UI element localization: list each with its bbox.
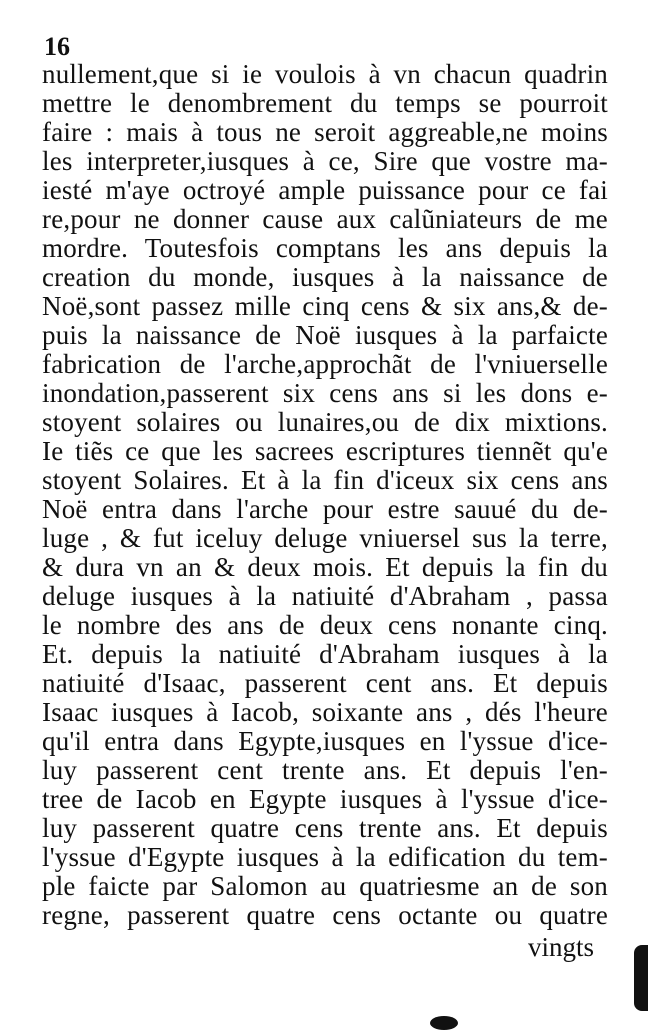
text-line: Et. depuis la natiuité d'Abraham iusques à la: [42, 640, 608, 669]
catchword: vingts: [527, 932, 594, 962]
text-line: nullement,que si ie voulois à vn chacun quadrin: [42, 60, 608, 89]
text-line: luy passerent quatre cens trente ans. Et depuis: [42, 814, 608, 843]
text-line: tree de Iacob en Egypte iusques à l'yssue d'ice-: [42, 785, 608, 814]
text-line: luge , & fut iceluy deluge vniuersel sus la terre,: [42, 524, 608, 553]
text-line: puis la naissance de Noë iusques à la parfaicte: [42, 321, 608, 350]
text-line: le nombre des ans de deux cens nonante cinq.: [42, 611, 608, 640]
text-line: regne, passerent quatre cens octante ou quatre: [42, 901, 608, 930]
text-line: creation du monde, iusques à la naissance de: [42, 263, 608, 292]
text-line: re,pour ne donner cause aux calũniateurs de me: [42, 205, 608, 234]
text-line: Isaac iusques à Iacob, soixante ans , dés l'heure: [42, 698, 608, 727]
text-line: mordre. Toutesfois comptans les ans depuis la: [42, 234, 608, 263]
body-text: [42, 60, 608, 930]
page-number: 16: [44, 32, 70, 61]
text-line: iesté m'aye octroyé ample puissance pour ce fai: [42, 176, 608, 205]
text-line: natiuité d'Isaac, passerent cent ans. Et depuis: [42, 669, 608, 698]
text-line: mettre le denombrement du temps se pourroit: [42, 89, 608, 118]
page-edge-shadow: [634, 945, 648, 1011]
text-line: Noë,sont passez mille cinq cens & six ans,& de-: [42, 292, 608, 321]
text-line: l'yssue d'Egypte iusques à la edification du tem-: [42, 843, 608, 872]
text-line: ple faicte par Salomon au quatriesme an de son: [42, 872, 608, 901]
text-line: & dura vn an & deux mois. Et depuis la fin du: [42, 553, 608, 582]
text-line: inondation,passerent six cens ans si les dons e-: [42, 379, 608, 408]
text-line: stoyent Solaires. Et à la fin d'iceux six cens ans: [42, 466, 608, 495]
text-line: les interpreter,iusques à ce, Sire que vostre ma-: [42, 147, 608, 176]
text-line: stoyent solaires ou lunaires,ou de dix mixtions.: [42, 408, 608, 437]
text-line: Ie tiẽs ce que les sacrees escriptures tiennẽt qu'e: [42, 437, 608, 466]
text-line: luy passerent cent trente ans. Et depuis l'en-: [42, 756, 608, 785]
text-line: deluge iusques à la natiuité d'Abraham , passa: [42, 582, 608, 611]
text-line: faire : mais à tous ne seroit aggreable,ne moins: [42, 118, 608, 147]
text-line: Noë entra dans l'arche pour estre sauué du de-: [42, 495, 608, 524]
ink-blot: [430, 1016, 458, 1030]
text-line: fabrication de l'arche,approchãt de l'vniuerselle: [42, 350, 608, 379]
text-line: qu'il entra dans Egypte,iusques en l'yssue d'ice-: [42, 727, 608, 756]
